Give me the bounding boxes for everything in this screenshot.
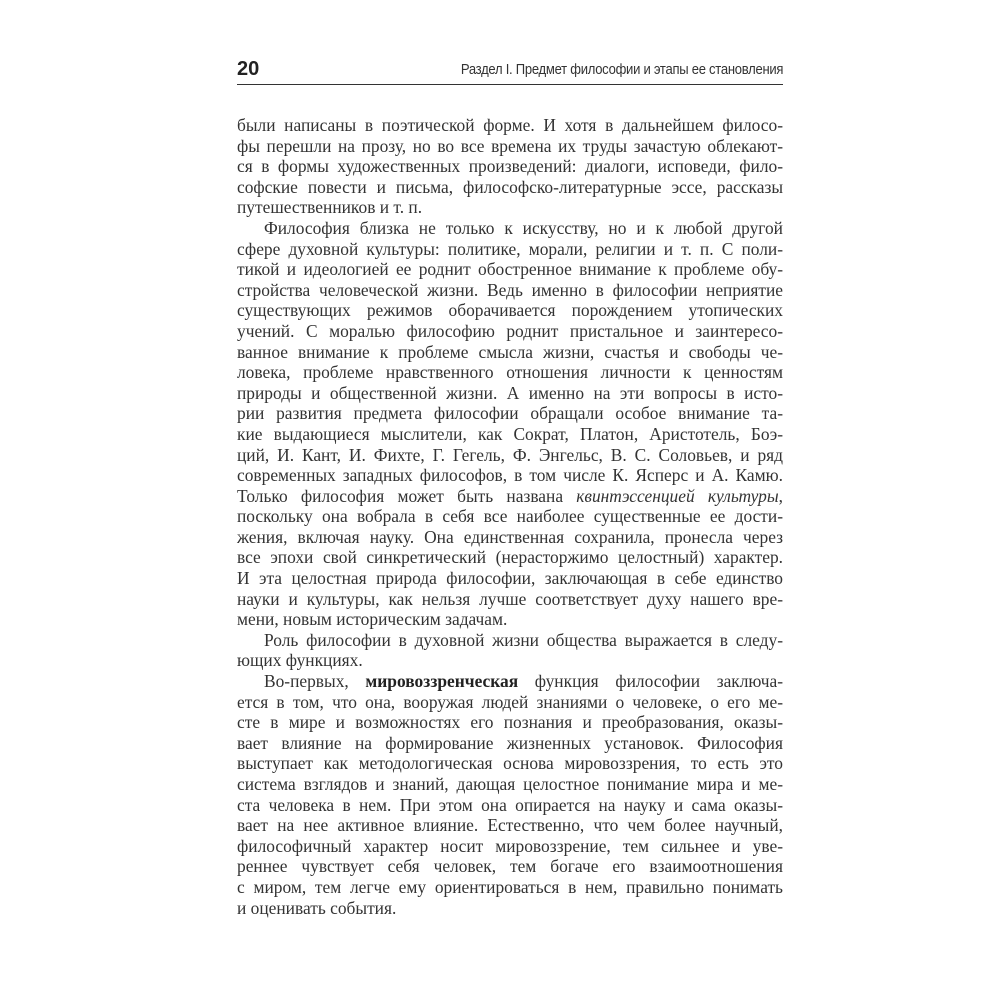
text-line: вает влияние на формирование жизненных установок. Философия [237,732,783,753]
text-line: современных западных философов, в том числе К. Ясперс и А. Камю. [237,465,783,486]
text-line: ющих функциях. [237,650,363,671]
running-title: Раздел I. Предмет философии и этапы ее становления [460,62,783,78]
text-line: ся в формы художественных произведений: диалоги, исповеди, фило- [237,156,783,177]
text-line: тикой и идеологией ее роднит обостренное внимание к проблеме обу- [237,259,783,280]
text-segment: , [778,485,784,506]
text-line: И эта целостная природа философии, заключающая в себе единство [237,568,783,589]
text-line: были написаны в поэтической форме. И хотя в дальнейшем филосо- [237,115,783,135]
paragraph [237,671,783,918]
text-line: софские повести и письма, философско-литературные эссе, рассказы [237,176,783,197]
text-segment: функция философии заключа- [518,671,784,692]
text-line: путешественников и т. п. [237,197,423,218]
text-line: ется в том, что она, вооружая людей знаниями о человеке, о его ме- [237,691,783,712]
text-line: науки и культуры, как нельзя лучше соответствует духу нашего вре- [237,588,783,609]
text-line: учений. С моралью философию роднит пристальное и заинтересо- [237,320,783,341]
text-line: выступает как методологическая основа мировоззрения, то есть это [237,753,783,774]
text-line: все эпохи свой синкретический (нерасторжимо целостный) характер. [237,547,783,568]
text-line: реннее чувствует себя человек, тем богаче его взаимоотношения [237,856,783,877]
text-line: существующих режимов оборачивается порождением утопических [237,300,783,321]
text-line: сфере духовной культуры: политике, морали, религии и т. п. С поли- [237,238,783,259]
italic-term: квинтэссенцией культуры [576,485,779,506]
text-line: сте в мире и возможностях его познания и преобразования, оказы- [237,712,783,733]
page-number: 20 [237,58,260,80]
text-segment: Только философия может быть названа [237,485,577,506]
page-body-text [237,115,783,918]
text-line: философичный характер носит мировоззрение, тем сильнее и уве- [237,835,783,856]
text-line: Философия близка не только к искусству, но и к любой другой [264,217,783,238]
text-line: ловека, проблеме нравственного отношения личности к ценностям [237,362,783,383]
page-header [237,58,783,85]
text-line: и оценивать события. [237,897,397,918]
text-line: Роль философии в духовной жизни общества выражается в следу- [264,629,783,650]
text-line: жения, включая науку. Она единственная сохранила, пронесла через [237,526,783,547]
text-line: стройства человеческой жизни. Ведь именно в философии неприятие [237,279,783,300]
text-segment: Во-первых, [264,671,366,692]
text-line: фы перешли на прозу, но во все времена их труды зачастую облекают- [237,135,783,156]
text-line: ванное внимание к проблеме смысла жизни, счастья и свободы че- [237,341,783,362]
paragraph [237,630,783,671]
text-line: мени, новым историческим задачам. [237,609,508,630]
text-line: система взглядов и знаний, дающая целостное понимание мира и ме- [237,774,783,794]
paragraph [237,218,783,630]
text-line: природы и общественной жизни. А именно на эти вопросы в исто- [237,382,783,403]
text-line [237,671,783,692]
text-line: с миром, тем легче ему ориентироваться в нем, правильно понимать [237,876,783,897]
text-line: ста человека в нем. При этом она опирается на науку и сама оказы- [237,794,783,815]
text-line: кие выдающиеся мыслители, как Сократ, Платон, Аристотель, Боэ- [237,423,783,444]
text-line: вает на нее активное влияние. Естественно, что чем более научный, [237,815,783,836]
text-line: ций, И. Кант, И. Фихте, Г. Гегель, Ф. Энгельс, В. С. Соловьев, и ряд [237,444,783,465]
text-line: рии развития предмета философии обращали особое внимание та- [237,403,783,424]
text-line [237,486,783,507]
paragraph [237,115,783,218]
text-line: поскольку она вобрала в себя все наиболее существенные ее дости- [237,506,783,527]
bold-term: мировоззренческая [365,671,519,692]
